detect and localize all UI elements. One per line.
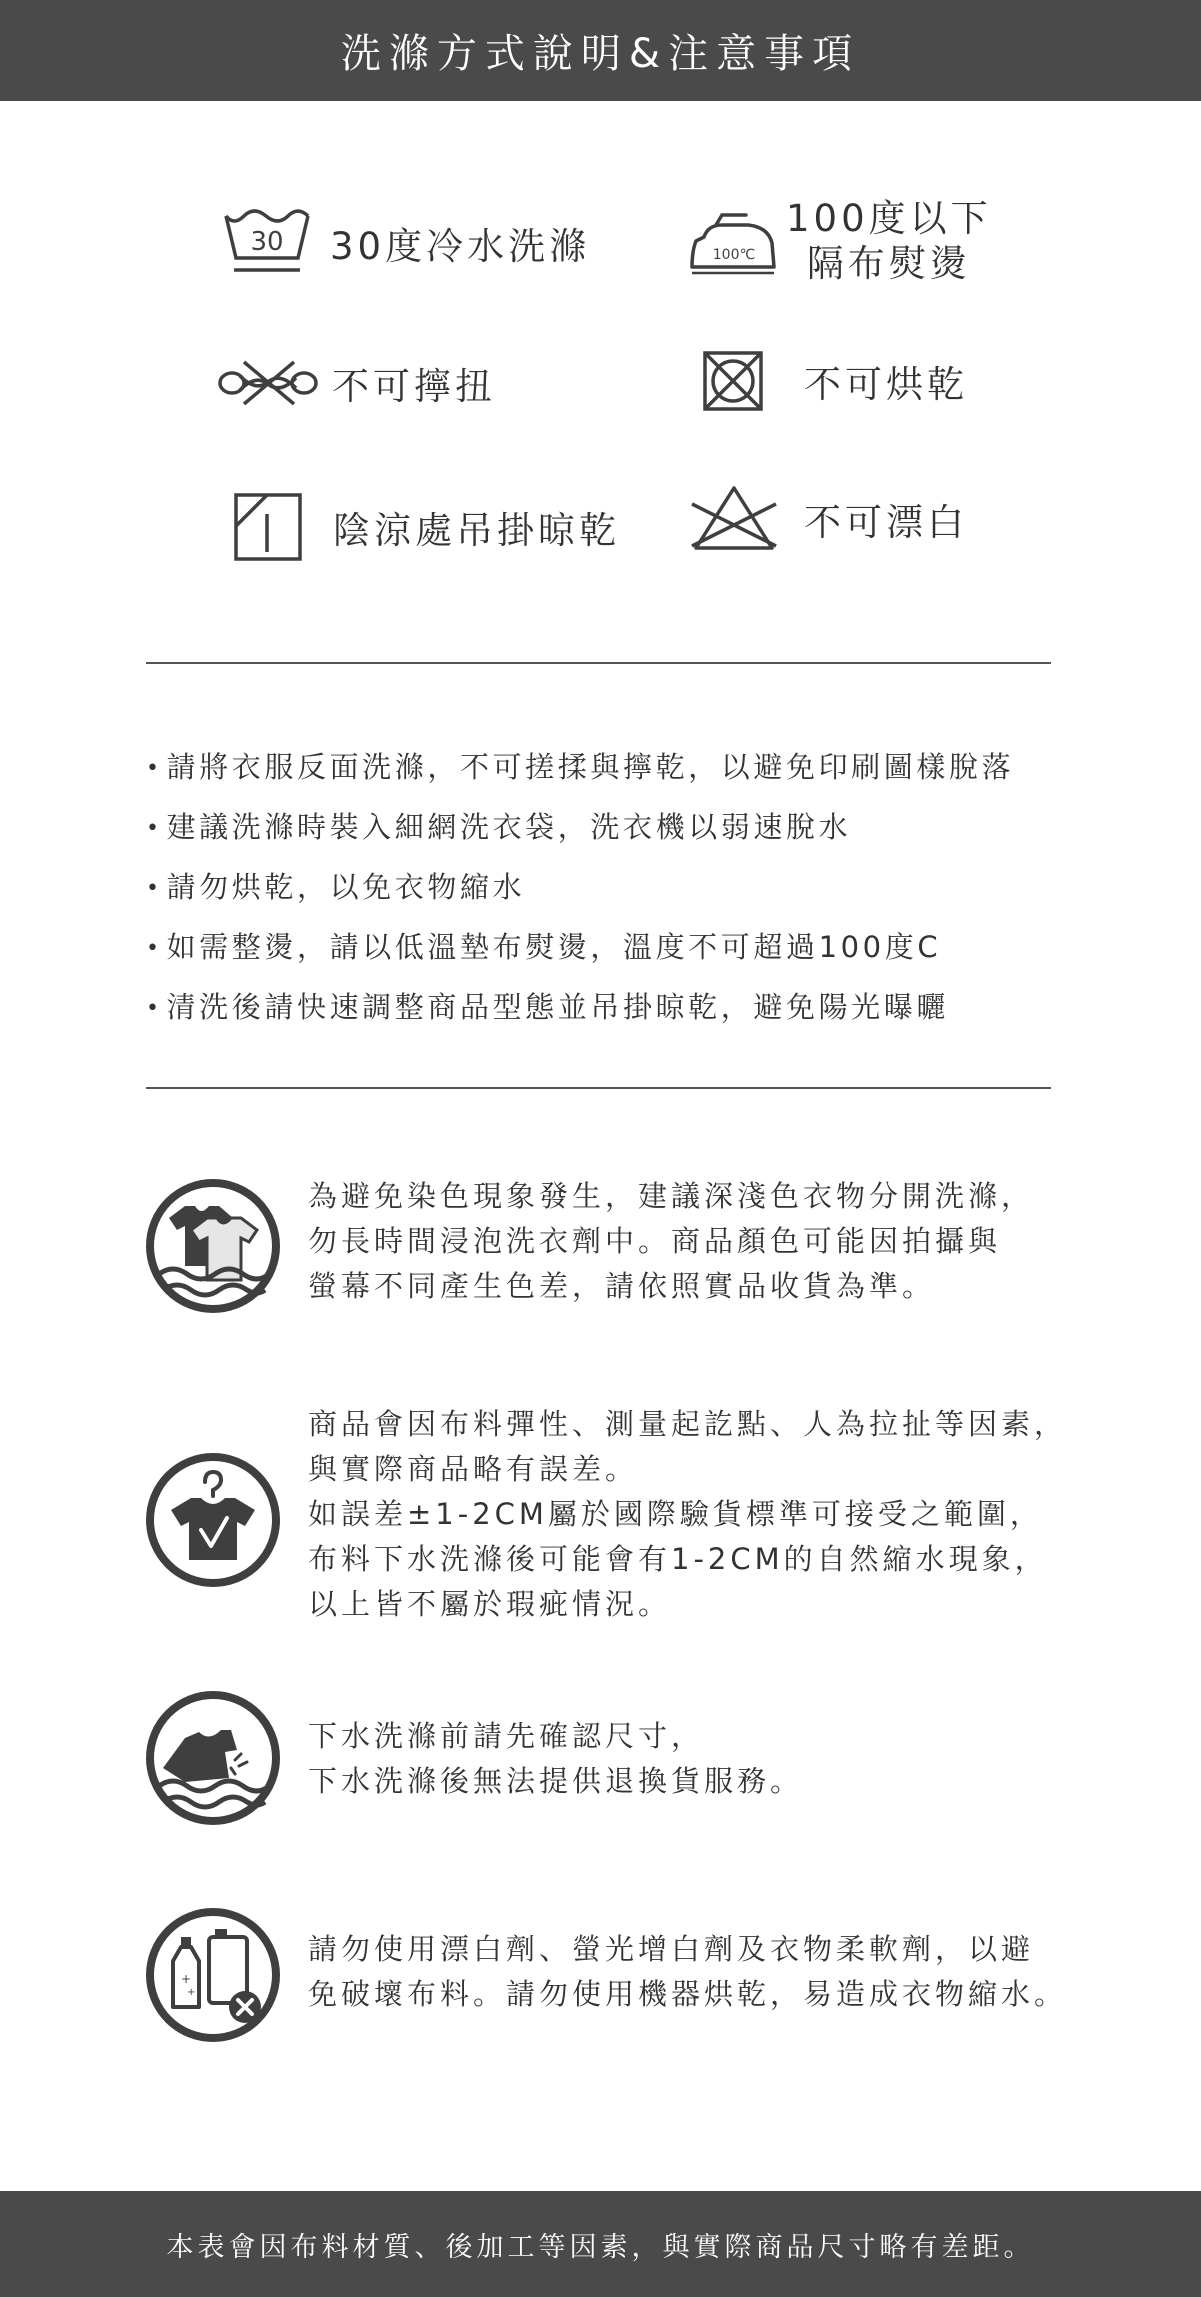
notice-detergent bbox=[145, 1907, 1068, 2043]
shirt-question-icon bbox=[145, 1452, 281, 1588]
care-instructions-list bbox=[146, 738, 1106, 1038]
list-item: • 請將衣服反面洗滌，不可搓揉與擰乾，以避免印刷圖樣脫落 bbox=[146, 738, 1106, 798]
notice-line: 商品會因布料彈性、測量起訖點、人為拉扯等因素， bbox=[308, 1407, 1068, 1441]
list-item: • 請勿烘乾，以免衣物縮水 bbox=[146, 858, 1106, 918]
page-title: 洗滌方式說明&注意事項 bbox=[340, 31, 861, 77]
page-header bbox=[0, 0, 1201, 101]
care-item-iron bbox=[688, 196, 992, 286]
notice-line: 為避免染色現象發生，建議深淺色衣物分開洗滌， bbox=[308, 1179, 1035, 1213]
notice-text bbox=[308, 1174, 1201, 1309]
notice-line: 與實際商品略有誤差。 bbox=[308, 1452, 639, 1486]
svg-text:+: + bbox=[181, 1972, 192, 1986]
list-item: • 清洗後請快速調整商品型態並吊掛晾乾，避免陽光曝曬 bbox=[146, 978, 1106, 1038]
care-label-linedry: 陰涼處吊掛晾乾 bbox=[333, 509, 620, 552]
notice-color bbox=[145, 1178, 1035, 1314]
notice-exchange bbox=[145, 1690, 804, 1826]
care-item-tumble bbox=[702, 350, 968, 412]
care-label-bleach: 不可漂白 bbox=[804, 501, 968, 544]
notice-line: 勿長時間浸泡洗衣劑中。商品顏色可能因拍攝與 bbox=[308, 1224, 1002, 1258]
notice-text bbox=[308, 1402, 1201, 1627]
list-item: • 如需整燙，請以低溫墊布熨燙，溫度不可超過100度C bbox=[146, 918, 1106, 978]
iron-temperature: 100℃ bbox=[712, 247, 756, 263]
no-detergent-bottles-icon bbox=[145, 1907, 281, 2043]
care-label-iron-line2: 隔布熨燙 bbox=[806, 242, 971, 285]
notice-line: 下水洗滌前請先確認尺寸， bbox=[308, 1719, 705, 1753]
care-label-iron-line1: 100度以下 bbox=[786, 197, 992, 240]
divider-top bbox=[146, 662, 1051, 664]
notice-text bbox=[308, 1927, 1201, 2017]
care-item-bleach bbox=[688, 484, 968, 554]
footer-note: 本表會因布料材質、後加工等因素，與實際商品尺寸略有差距。 bbox=[166, 2231, 1035, 2263]
care-label-tumble: 不可烘乾 bbox=[804, 363, 968, 406]
care-label-wring: 不可擰扭 bbox=[332, 365, 496, 408]
notice-line: 以上皆不屬於瑕疵情況。 bbox=[308, 1587, 672, 1621]
color-bleed-shirts-icon bbox=[145, 1178, 281, 1314]
notice-line: 請勿使用漂白劑、螢光增白劑及衣物柔軟劑，以避 bbox=[308, 1932, 1035, 1966]
svg-text:+: + bbox=[187, 1987, 196, 1998]
care-label-iron bbox=[786, 196, 992, 286]
notice-line: 螢幕不同產生色差，請依照實品收貨為準。 bbox=[308, 1269, 936, 1303]
divider-bottom bbox=[146, 1087, 1051, 1089]
care-item-linedry bbox=[233, 492, 620, 562]
no-wring-icon bbox=[216, 358, 320, 408]
no-tumble-dry-icon bbox=[702, 350, 764, 412]
no-bleach-icon bbox=[688, 484, 780, 554]
care-item-wash bbox=[222, 208, 590, 278]
notice-line: 下水洗滌後無法提供退換貨服務。 bbox=[308, 1764, 804, 1798]
wash-30-icon bbox=[222, 208, 312, 278]
notice-size bbox=[145, 1407, 1068, 1621]
list-item: • 建議洗滌時裝入細網洗衣袋，洗衣機以弱速脫水 bbox=[146, 798, 1106, 858]
line-dry-shade-icon bbox=[233, 492, 303, 562]
care-item-wring bbox=[216, 356, 496, 410]
notice-line: 免破壞布料。請勿使用機器烘乾，易造成衣物縮水。 bbox=[308, 1977, 1068, 2011]
page-footer bbox=[0, 2191, 1201, 2297]
iron-100c-icon bbox=[688, 201, 778, 281]
notice-line: 布料下水洗滌後可能會有1-2CM的自然縮水現象， bbox=[308, 1542, 1048, 1576]
care-label-wash: 30度冷水洗滌 bbox=[330, 225, 591, 268]
shirt-in-water-icon bbox=[145, 1690, 281, 1826]
wash-temperature: 30 bbox=[250, 227, 284, 257]
notice-text bbox=[308, 1714, 1201, 1804]
notice-line: 如誤差±1-2CM屬於國際驗貨標準可接受之範圍， bbox=[308, 1497, 1043, 1531]
